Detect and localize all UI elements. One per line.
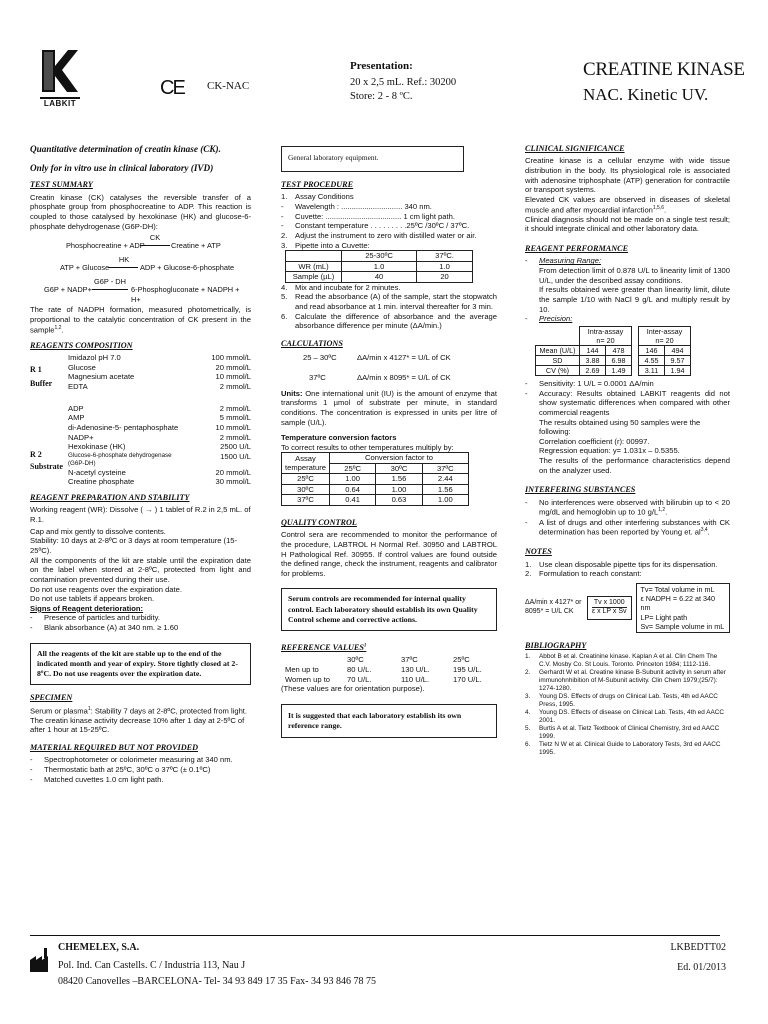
proc-wavelength: - Wavelength : ............................. 340 nm. (281, 202, 432, 212)
equipment-box: General laboratory equipment. (281, 146, 464, 172)
test-summary-text: Creatin kinase (CK) catalyses the reversible transfer of a phosphate group from phosphocreatine to ADP. This reaction is coupled to those catalysed by hexokinase (HK) and glucose-6-phosphate dehydrogenase (G6P-DH): (30, 192, 251, 231)
r2-list (68, 404, 251, 487)
specimen-heading: SPECIMEN (30, 693, 73, 703)
eq3-left: G6P + NADP+ (44, 285, 92, 295)
reagent-name: Magnesium acetate (68, 372, 135, 382)
ref-row: Men up to 80 U/L. 130 U/L. 195 U/L. (285, 664, 482, 674)
prep-p2: Cap and mix gently to dissolve contents. (30, 526, 166, 536)
reagent-value: 2 mmol/L (219, 403, 251, 413)
bibliography-item: 5. Burtis A et al. Tietz Textbook of Clinical Chemistry, 3rd ed AACC 1999. (525, 725, 720, 741)
reagent-item (68, 423, 251, 433)
specimen-p2: The creatin kinase activity decrease 10% after 1 day at 2-5ºC of after 1 hour at 15-25ºC. (30, 715, 245, 735)
reagent-item (68, 382, 251, 392)
clinical-p3: Clinical diagnosis should not be made on a single test result; it should integrate clinical and other laboratory data. (525, 214, 730, 234)
eq2-right: ADP + Glucose-6-phosphate (140, 263, 235, 273)
reagent-value: 30 mmol/L (215, 477, 251, 487)
perf-range-text2: If results obtained were greater than linearity limit, dilute the sample 1/10 with NaCl 9 g/L and multiply result by 10. (539, 285, 730, 314)
reagent-value: 100 mmol/L (211, 353, 251, 363)
qc-text: Control sera are recommended to monitor the performance of the procedure, LABTROL H Normal Ref. 30950 and LABTROL H Pathological Ref. 30955. If control values are found outside the defined range, check the instrument, reagents and calibrator for problems. (281, 530, 497, 578)
bibliography-item: 3. Young DS. Effects of drugs on Clinical Lab. Tests, 4th ed AACC Press, 1995. (525, 693, 718, 709)
proc-step-5: 5. Read the absorbance (A) of the sample, start the stopwatch and read absorbance at 1 min. interval thereafter for 3 min. (281, 292, 497, 311)
footer-rule (30, 935, 720, 936)
conversion-table: Assay temperature Conversion factor to 25ºC 30ºC 37ºC 25ºC 1.00 1.56 2.44 30ºC 0.64 1.00 1.56 37ºC 0.41 0.63 1.00 (281, 452, 469, 505)
proc-step-3: 3. Pipette into a Cuvette: (281, 240, 370, 250)
specimen-p1: Serum or plasma$^1$: Stability 7 days at 2-8ºC, protected from light. (30, 705, 248, 716)
test-summary-heading: TEST SUMMARY (30, 180, 93, 190)
perf-note: The results of the performance characteristics depend on the analyzer used. (539, 456, 730, 475)
proc-step-2: 2. Adjust the instrument to zero with distilled water or air. (281, 230, 477, 240)
clinical-p1: Creatine kinase is a cellular enzyme with wide tissue distribution in the body. Its physiological role is associated with adenosine triphosphate (ATP) generation for contractile or transport systems. (525, 156, 730, 195)
signs-item: - Presence of particles and turbidity. (30, 613, 160, 623)
footer-edition: Ed. 01/2013 (677, 962, 726, 973)
reagent-name: AMP (68, 413, 85, 423)
table-row: 30ºC 0.64 1.00 1.56 (282, 484, 469, 494)
footer-address2: 08420 Canovelles –BARCELONA- Tel- 34 93 849 17 35 Fax- 34 93 846 78 75 (58, 976, 376, 987)
proc-cuvette: - Cuvette: .................................... 1 cm light path. (281, 211, 455, 221)
prep-p4: All the components of the kit are stable until the expiration date on the label when stored at 2-8ºC, protected from light and contamination prevented during their use. (30, 555, 251, 584)
table-row: Sample (µL) 40 20 (286, 272, 473, 282)
perf-accuracy2: The results obtained using 50 samples were the following: (539, 417, 701, 437)
signs-item: - Blank absorbance (A) at 340 nm. ≥ 1.60 (30, 623, 179, 633)
clinical-heading: CLINICAL SIGNIFICANCE (525, 144, 625, 153)
note-item: 1. Use clean disposable pipette tips for its dispensation. (525, 559, 718, 569)
page-subtitle: NAC. Kinetic UV. (583, 85, 709, 104)
formula-block (525, 583, 730, 633)
prep-heading: REAGENT PREPARATION AND STABILITY (30, 493, 190, 502)
table-row: 37ºC 0.41 0.63 1.00 (282, 495, 469, 505)
formula-defs: Tv= Total volume in mL ε NADPH = 6.22 at 340 nm LP= Light path Sv= Sample volume in mL (636, 583, 730, 633)
bibliography-list (525, 653, 730, 757)
footer-doc-code: LKBEDTT02 (670, 942, 726, 953)
perf-correlation: Correlation coefficient (r): 00997. (539, 436, 650, 446)
reagent-item (68, 468, 251, 478)
reagent-name: N-acetyl cysteine (68, 467, 126, 477)
reagent-name: ADP (68, 403, 84, 413)
eq2-enzyme: HK (118, 255, 130, 265)
reagent-item (68, 353, 251, 363)
prep-p6: Do not use tablets if appears broken. (30, 594, 155, 604)
reagent-value: 2 mmol/L (219, 382, 251, 392)
eq1-enzyme: CK (149, 233, 161, 243)
bibliography-item: 1. Abbot B et al. Creatinine kinase. Kaplan A et al. Clin Chem The C.V. Mosby Co. St Louis. Toronto. Princeton 1984; 1112-116. (525, 653, 718, 669)
logo-text: LABKIT (40, 97, 80, 109)
perf-regression: Regression equation: y= 1.031x – 0.5355. (539, 446, 680, 456)
proc-step-4: 4. Mix and incubate for 2 minutes. (281, 282, 401, 292)
clinical-p2: Elevated CK values are observed in diseases of skeletal muscle and after myocardial infarction$^{1,5,6}$. (525, 194, 730, 215)
proc-step-6: 6. Calculate the difference of absorbance and the average absorbance difference per minute (ΔA/min.) (281, 311, 497, 331)
reagent-name: Glucose (68, 362, 96, 372)
reagent-name: Hexokinase (HK) (68, 442, 126, 452)
calc-row: 25 – 30ºC ΔA/min x 4127* = U/L of CK (303, 353, 451, 363)
calculations-heading: CALCULATIONS (281, 338, 343, 348)
prep-p3: Stability: 10 days at 2-8ºC or 3 days at room temperature (15-25ºC). (30, 536, 238, 555)
perf-sensitivity: - Sensitivity: 1 U/L = 0.0001 ΔA/min (525, 378, 654, 388)
reagent-name: di-Adenosine-5- pentaphosphate (68, 423, 179, 433)
reagent-name: Creatine phosphate (68, 477, 135, 487)
table-row: 25ºC 1.00 1.56 2.44 (282, 474, 469, 484)
intro-sub: Only for in vitro use in clinical laboratory (IVD) (30, 162, 214, 173)
note-item: 2. Formulation to reach constant: (525, 569, 642, 579)
presentation-line1: 20 x 2,5 mL. Ref.: 30200 (350, 77, 457, 88)
reagent-item (68, 433, 251, 443)
intro-title: Quantitative determination of creatin kinase (CK). (30, 144, 221, 154)
material-item: - Thermostatic bath at 25ºC, 30ºC o 37ºC (± 0.1ºC) (30, 765, 211, 775)
precision-table: Intra-assay n= 20 Inter-assay n= 20 Mean (U/L) 144 478 146 494 SD 3.88 6.98 4.55 9.57 CV (%) 2.69 1.49 3.11 1.94 (535, 326, 691, 376)
reagent-item (68, 363, 251, 373)
labkit-logo (40, 48, 80, 108)
column-right (525, 144, 730, 757)
ref-note: (These values are for orientation purpose). (281, 684, 425, 694)
reference-heading: REFERENCE VALUES$^1$ (281, 642, 367, 652)
presentation-title: Presentation: (350, 60, 413, 72)
arrow-right-icon (108, 267, 138, 268)
arrow-right-icon (92, 289, 128, 290)
formula-fraction: Tv x 1000 ε x LP x Sv (587, 596, 632, 621)
bibliography-heading: BIBLIOGRAPHY (525, 640, 587, 650)
ce-mark: CE (160, 77, 184, 99)
r1-list (68, 353, 251, 392)
arrow-right-icon (140, 245, 170, 246)
reference-box: It is suggested that each laboratory establish its own reference range. (281, 704, 497, 738)
calc-row: 37ºC ΔA/min x 8095* = U/L of CK (309, 372, 451, 382)
formula-lhs: ΔA/min x 4127* or 8095* = U/L CK (525, 599, 582, 615)
labkit-k-icon (40, 48, 80, 94)
prep-p5: Do not use reagents over the expiration date. (30, 584, 182, 594)
column-left (30, 144, 251, 784)
reagent-name: Glucose-6-phosphate dehydrogenase (G6P-DH) (68, 451, 172, 467)
table-row: Mean (U/L) 144 478 146 494 (536, 345, 691, 355)
procedure-heading: TEST PROCEDURE (281, 180, 354, 189)
reagent-value: 2500 U/L (220, 442, 251, 452)
reagent-name: NADP+ (68, 432, 94, 442)
reagent-value: 10 mmol/L (215, 423, 251, 433)
presentation-line2: Store: 2 - 8 ºC. (350, 91, 413, 102)
reagent-name: EDTA (68, 382, 88, 392)
prep-p1: Working reagent (WR): Dissolve ( → ) 1 tablet of R.2 in 2,5 mL. of R.1. (30, 505, 251, 525)
footer-address1: Pol. Ind. Can Castells. C / Industria 113, Nau J (58, 960, 246, 971)
bibliography-item: 6. Tietz N W et al. Clinical Guide to Laboratory Tests, 3rd ed AACC 1995. (525, 741, 721, 757)
eq1-left: Phosphocreatine + ADP (66, 241, 145, 251)
page-title: CREATINE KINASE (583, 59, 745, 80)
material-item: - Matched cuvettes 1.0 cm light path. (30, 774, 164, 784)
perf-accuracy: - Accuracy: Results obtained LABKIT reagents did not show systematic differences when compared with other commercial reagents (525, 388, 730, 417)
eq1-right: Creatine + ATP (171, 241, 221, 251)
bibliography-item: 4. Young DS. Effects of disease on Clinical Lab. Tests, 4th ed AACC 2001. (525, 709, 724, 725)
footer-company: CHEMELEX, S.A. (58, 942, 140, 953)
reagent-item (68, 404, 251, 414)
eq3-right: 6-Phosphogluconate + NADPH + H+ (131, 285, 240, 304)
reagent-item (68, 452, 251, 468)
perf-range-item: - Measuring Range: (525, 256, 602, 266)
notes-heading: NOTES (525, 547, 552, 557)
eq3-enzyme: G6P - DH (94, 277, 126, 287)
qc-heading: QUALITY CONTROL (281, 517, 357, 527)
tcf-heading: Temperature conversion factors (281, 433, 397, 443)
material-heading: MATERIAL REQUIRED BUT NOT PROVIDED (30, 742, 199, 752)
tcf-text: To correct results to other temperatures multiply by: (281, 442, 454, 452)
reagent-item (68, 477, 251, 487)
perf-precision-item: - Precision: (525, 314, 573, 324)
reagent-value: 20 mmol/L (215, 467, 251, 477)
stability-box: All the reagents of the kit are stable up to the end of the indicated month and year of expiry. Store tightly closed at 2-8ºC. Do not use reagents over the expiration date. (30, 643, 251, 685)
perf-range-text: From detection limit of 0.878 U/L to linearity limit of 1300 U/L, under the described assay conditions. (539, 266, 730, 285)
table-row: WR (mL) 1.0 1.0 (286, 261, 473, 271)
reagent-value: 10 mmol/L (215, 372, 251, 382)
table-row: CV (%) 2.69 1.49 3.11 1.94 (536, 365, 691, 375)
bibliography-item: 2. Gerhardt W et al. Creatine kinase B-Subunit activity in serum after immunohnhibition of M-Subunit activity. Clin Chem 1979;(25/7): 1274-1280. (525, 669, 726, 693)
performance-heading: REAGENT PERFORMANCE (525, 244, 629, 254)
reagent-r2: R 2 Substrate ADP 2 mmol/L AMP 5 mmol/L di-Adenosine-5- pentaphosphate 10 mmol/L NADP+ 2 mmol/L Hexokinase (HK) 2500 U/L Glucose-6-phosphate dehydrogenase (G6P-DH) 1500 U/L N-acetyl cysteine 20 mmol/L Creatine phosphate 30 mmol/L (30, 403, 251, 487)
reagents-heading: REAGENTS COMPOSITION (30, 340, 133, 350)
pipette-table: 25-30ºC 37ºC. WR (mL) 1.0 1.0 Sample (µL) 40 20 (285, 250, 473, 282)
proc-step-1: 1. Assay Conditions (281, 192, 354, 202)
column-middle (281, 146, 497, 738)
reagent-value: 20 mmol/L (215, 362, 251, 372)
kit-code: CK-NAC (207, 80, 250, 92)
interf-item: - No interferences were observed with bilirubin up to < 20 mg/dL and hemoglobin up to 10 $g/L^{1,2}$. (525, 497, 730, 517)
ref-header-row: 30ºC 37ºC 25ºC (347, 655, 470, 665)
reagent-item (68, 413, 251, 423)
reagent-r1: R 1 Buffer Imidazol pH 7.0 100 mmol/L Glucose 20 mmol/L Magnesium acetate 10 mmol/L EDTA 2 mmol/L (30, 353, 251, 392)
factory-icon (30, 942, 48, 975)
reagent-value: 1500 U/L (220, 451, 251, 461)
proc-temperature: - Constant temperature . . . . . . . . .25ºC /30ºC / 37ºC. (281, 221, 470, 231)
signs-heading: Signs of Reagent deterioration: (30, 603, 144, 613)
interf-item: - A list of drugs and other interfering substances with CK determination has been reported by Young et. al$^{3,4}$. (525, 517, 730, 537)
reaction-equations (30, 233, 251, 305)
rate-text: The rate of NADPH formation, measured photometrically, is proportional to the catalytic concentration of CK present in the sample$^{1,2}$. (30, 305, 251, 335)
qc-box: Serum controls are recommended for internal quality control. Each laboratory should establish its own Quality Control scheme and corrective actions. (281, 588, 497, 630)
reagent-name: Imidazol pH 7.0 (68, 353, 121, 363)
interfering-heading: INTERFERING SUBSTANCES (525, 485, 636, 495)
reagent-item (68, 372, 251, 382)
units-text: Units: One international unit (IU) is the amount of enzyme that transforms 1 µmol of substrate per minute, in standard conditions. The concentration is expressed in units per litre of sample (U/L). (281, 388, 497, 427)
eq2-left: ATP + Glucose (60, 263, 110, 273)
ref-row: Women up to 70 U/L. 110 U/L. 170 U/L. (285, 674, 482, 684)
material-item: - Spectrophotometer or colorimeter measuring at 340 nm. (30, 755, 233, 765)
reagent-value: 2 mmol/L (219, 432, 251, 442)
reagent-item (68, 442, 251, 452)
reagent-value: 5 mmol/L (219, 413, 251, 423)
table-row: SD 3.88 6.98 4.55 9.57 (536, 355, 691, 365)
